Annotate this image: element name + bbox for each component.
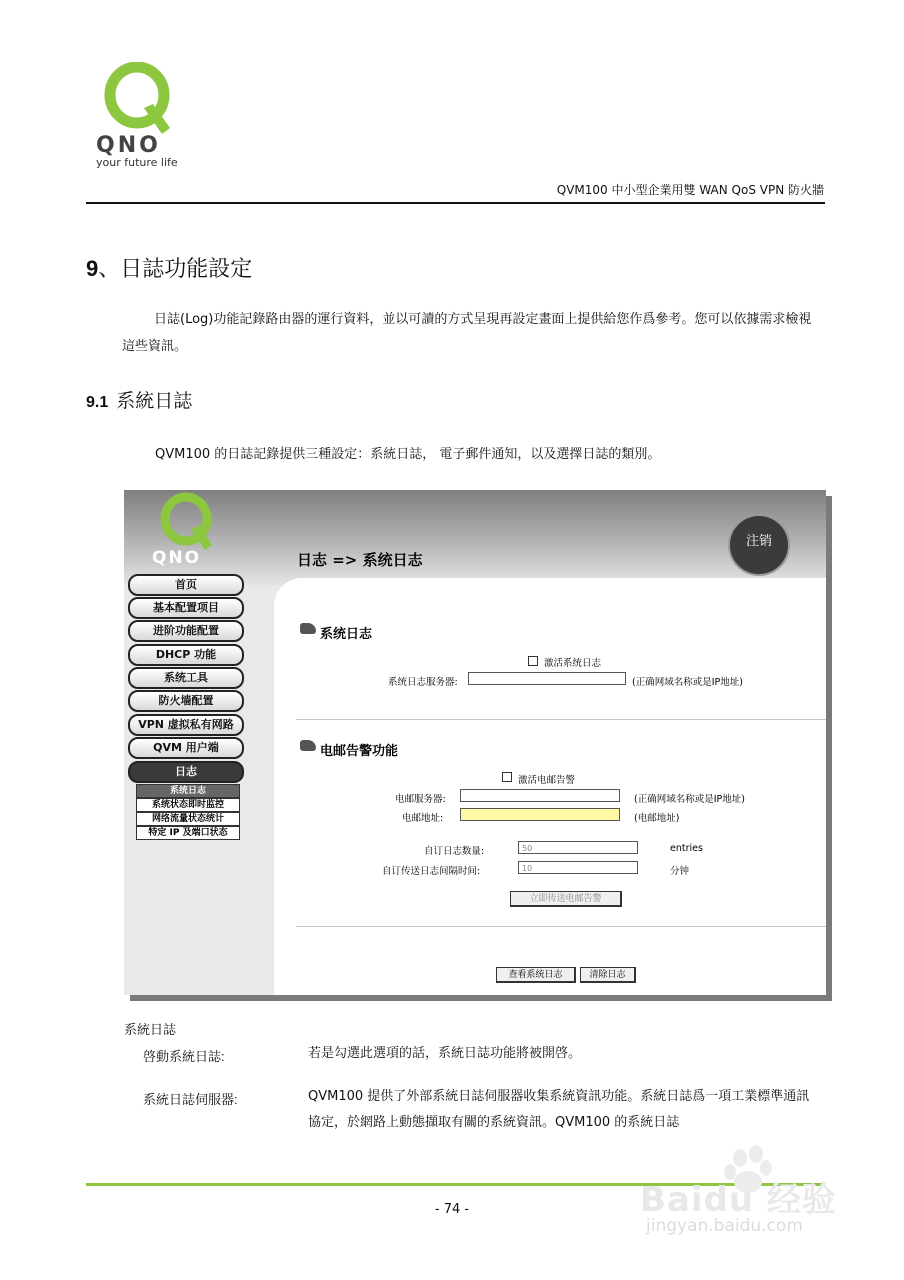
menu-item-home[interactable]: 首页	[128, 574, 244, 596]
email-address-hint: (电邮地址)	[634, 813, 680, 824]
baidu-watermark-url: jingyan.baidu.com	[646, 1216, 803, 1236]
submenu-item-system-log[interactable]: 系统日志	[136, 784, 240, 798]
page-number: - 74 -	[434, 1202, 470, 1217]
baidu-watermark-text: Baidu 经验	[640, 1180, 837, 1220]
enable-syslog-checkbox[interactable]	[528, 656, 538, 666]
screenshot-header-band	[124, 490, 826, 585]
enable-syslog-label: 激活系统日志	[544, 658, 602, 669]
section-divider	[296, 719, 826, 720]
definition-text: 若是勾選此選項的話，系統日誌功能將被開啓。	[308, 1046, 582, 1061]
send-interval-input[interactable]: 10	[518, 861, 638, 874]
enable-email-alert-checkbox[interactable]	[502, 772, 512, 782]
qno-logo-icon	[158, 492, 216, 554]
logo-tagline: your future life	[96, 156, 178, 169]
log-count-label: 自订日志数量:	[424, 846, 485, 857]
email-server-input[interactable]	[460, 789, 620, 802]
enable-email-alert-label: 激活电邮告警	[518, 775, 576, 786]
email-section-title: 电邮告警功能	[320, 744, 399, 759]
menu-item-system-tools[interactable]: 系统工具	[128, 667, 244, 689]
submenu-item-status-monitor[interactable]: 系统状态即时监控	[136, 798, 240, 812]
menu-item-log[interactable]: 日志	[128, 761, 244, 783]
menu-item-advanced-config[interactable]: 进阶功能配置	[128, 620, 244, 642]
syslog-server-hint: (正确网域名称或是IP地址)	[632, 677, 743, 688]
syslog-section-title: 系统日志	[320, 627, 373, 642]
section-divider	[296, 926, 826, 927]
definition-term: 系統日誌伺服器:	[143, 1092, 238, 1107]
email-server-hint: (正确网域名称或是IP地址)	[634, 794, 745, 805]
log-count-input[interactable]: 50	[518, 841, 638, 854]
email-server-label: 电邮服务器:	[395, 794, 446, 805]
definitions-heading: 系統日誌	[124, 1023, 177, 1038]
menu-item-firewall[interactable]: 防火墙配置	[128, 690, 244, 712]
definition-term: 啓動系統日誌:	[143, 1049, 225, 1064]
screenshot-logo-wordmark: QNO	[152, 548, 202, 568]
section-bullet-icon	[300, 623, 316, 634]
syslog-server-input[interactable]	[468, 672, 626, 685]
menu-item-vpn[interactable]: VPN 虚拟私有网路	[128, 714, 244, 736]
qno-logo-icon	[104, 62, 174, 140]
definition-text: QVM100 提供了外部系統日誌伺服器收集系統資訊功能。系統日誌爲一項工業標準通訊協定，於網路上動態擷取有關的系統資訊。QVM100 的系統日誌	[308, 1089, 810, 1130]
email-address-input[interactable]	[460, 808, 620, 821]
view-system-log-button[interactable]: 查看系统日志	[496, 967, 576, 983]
logout-button[interactable]: 注销	[728, 514, 790, 576]
section-number: 9	[86, 256, 99, 281]
section-heading	[86, 252, 252, 283]
email-address-label: 电邮地址:	[402, 813, 444, 824]
logo-wordmark: QNO	[96, 133, 161, 158]
screenshot-page-title: 日志 => 系统日志	[297, 551, 423, 569]
subsection-heading	[86, 386, 192, 413]
clear-log-button[interactable]: 清除日志	[580, 967, 636, 983]
menu-item-dhcp[interactable]: DHCP 功能	[128, 644, 244, 666]
intro-paragraph: 日誌(Log)功能記錄路由器的運行資料，並以可讀的方式呈現再設定畫面上提供給您作爲參考。您可以依據需求檢視這些資訊。	[122, 312, 812, 354]
syslog-server-label: 系统日志服务器:	[388, 677, 458, 688]
log-count-unit: entries	[670, 843, 703, 854]
subsection-description: QVM100 的日誌記錄提供三種設定：系統日誌， 電子郵件通知，以及選擇日誌的類別。	[155, 447, 661, 462]
send-interval-unit: 分钟	[670, 866, 690, 877]
menu-item-qvm-client[interactable]: QVM 用户端	[128, 737, 244, 759]
send-interval-label: 自订传送日志间隔时间:	[382, 866, 481, 877]
send-email-now-button[interactable]: 立即传送电邮告警	[510, 891, 622, 907]
router-ui-screenshot	[124, 490, 826, 995]
submenu-item-traffic-stats[interactable]: 网络流量状态统计	[136, 812, 240, 826]
submenu-item-ip-port-status[interactable]: 特定 IP 及端口状态	[136, 826, 240, 840]
section-title: 、日誌功能設定	[98, 257, 253, 282]
subsection-number: 9.1	[86, 394, 109, 411]
menu-item-basic-config[interactable]: 基本配置项目	[128, 597, 244, 619]
header-rule	[86, 202, 825, 204]
section-bullet-icon	[300, 740, 316, 751]
subsection-title: 系統日誌	[116, 390, 193, 412]
running-header-title: QVM100 中小型企業用雙 WAN QoS VPN 防火牆	[556, 183, 824, 197]
